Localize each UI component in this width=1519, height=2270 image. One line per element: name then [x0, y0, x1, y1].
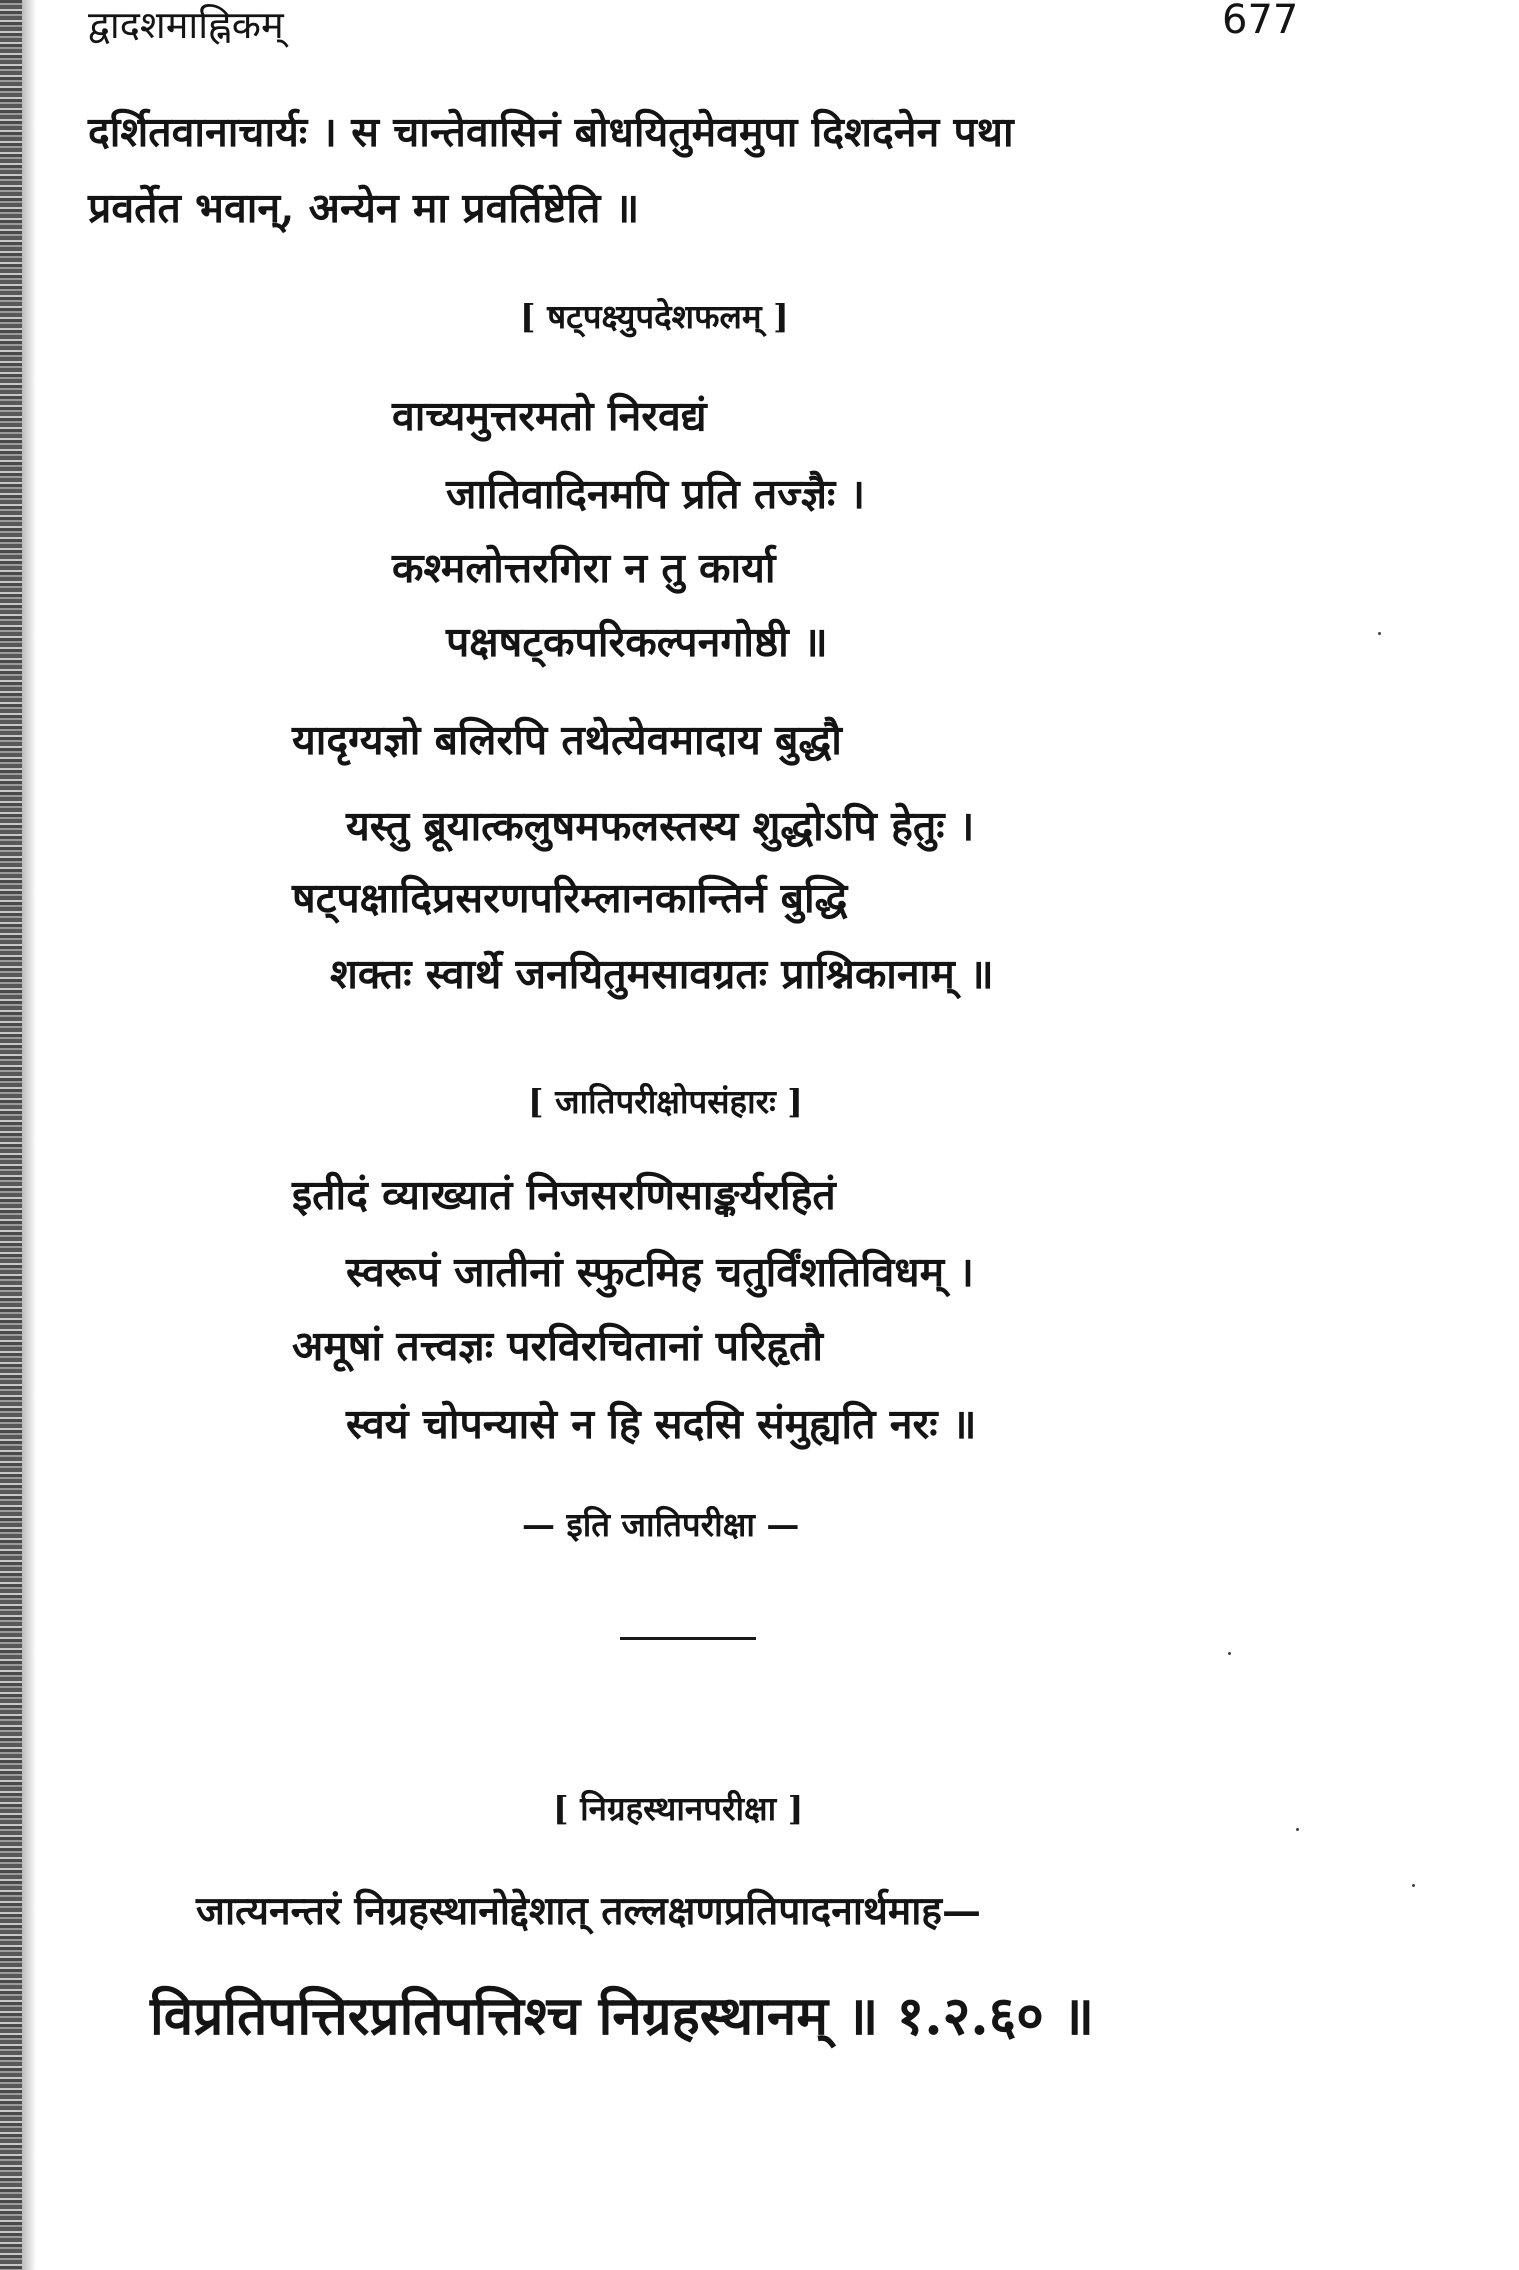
- section-heading-nigrahasthana: [ निग्रहस्थानपरीक्षा ]: [553, 1789, 804, 1828]
- verse-line: षट्पक्षादिप्रसरणपरिम्लानकान्तिर्न बुद्धि: [292, 874, 848, 922]
- verse-line: इतीदं व्याख्यातं निजसरणिसाङ्कर्यरहितं: [292, 1171, 836, 1219]
- verse-line: पक्षषट्कपरिकल्पनगोष्ठी ॥: [446, 618, 828, 666]
- sutra-introduction: जात्यनन्तरं निग्रहस्थानोद्देशात् तल्लक्षणप्रतिपादनार्थमाह—: [196, 1888, 982, 1934]
- verse-line: वाच्यमुत्तरमतो निरवद्यं: [392, 392, 707, 440]
- verse-line: स्वयं चोपन्यासे न हि सदसि संमुह्यति नरः ॥: [346, 1400, 977, 1448]
- section-heading-shatpakshi: [ षट्पक्ष्युपदेशफलम् ]: [520, 297, 789, 336]
- sutra-text: विप्रतिपत्तिरप्रतिपत्तिश्च निग्रहस्थानम् ॥ १.२.६० ॥: [150, 1985, 1095, 2047]
- prose-line-1: दर्शितवानाचार्यः । स चान्तेवासिनं बोधयितुमेवमुपा दिशदनेन पथा: [88, 108, 1014, 156]
- verse-line: अमूषां तत्त्वज्ञः परविरचितानां परिहृतौ: [292, 1322, 824, 1370]
- spine-gradient: [22, 0, 36, 2270]
- verse-line: कश्मलोत्तरगिरा न तु कार्या: [392, 544, 776, 592]
- book-spine-shadow: [0, 0, 22, 2270]
- verse-line: यादृग्यज्ञो बलिरपि तथेत्येवमादाय बुद्धौ: [292, 716, 842, 764]
- scan-speck: [1228, 1652, 1231, 1655]
- prose-line-2: प्रवर्तेत भवान्, अन्येन मा प्रवर्तिष्टेति ॥: [88, 184, 640, 232]
- running-header-title: द्वादशमाह्निकम्: [88, 3, 284, 47]
- colophon: — इति जातिपरीक्षा —: [522, 1505, 800, 1544]
- section-divider: [620, 1637, 756, 1640]
- scan-speck: [1378, 632, 1381, 635]
- verse-line: शक्तः स्वार्थे जनयितुमसावग्रतः प्राश्निकानाम् ॥: [330, 950, 994, 998]
- scan-speck: [1296, 1828, 1299, 1831]
- scan-speck: [1412, 1884, 1415, 1887]
- page-number: 677: [1222, 0, 1299, 43]
- verse-line: स्वरूपं जातीनां स्फुटमिह चतुर्विंशतिविधम् ।: [346, 1248, 974, 1296]
- section-heading-jatipariksha-upasamhara: [ जातिपरीक्षोपसंहारः ]: [528, 1082, 803, 1121]
- verse-line: यस्तु ब्रूयात्कलुषमफलस्तस्य शुद्धोऽपि हेतुः ।: [346, 802, 975, 850]
- verse-line: जातिवादिनमपि प्रति तज्ज्ञैः ।: [446, 470, 866, 518]
